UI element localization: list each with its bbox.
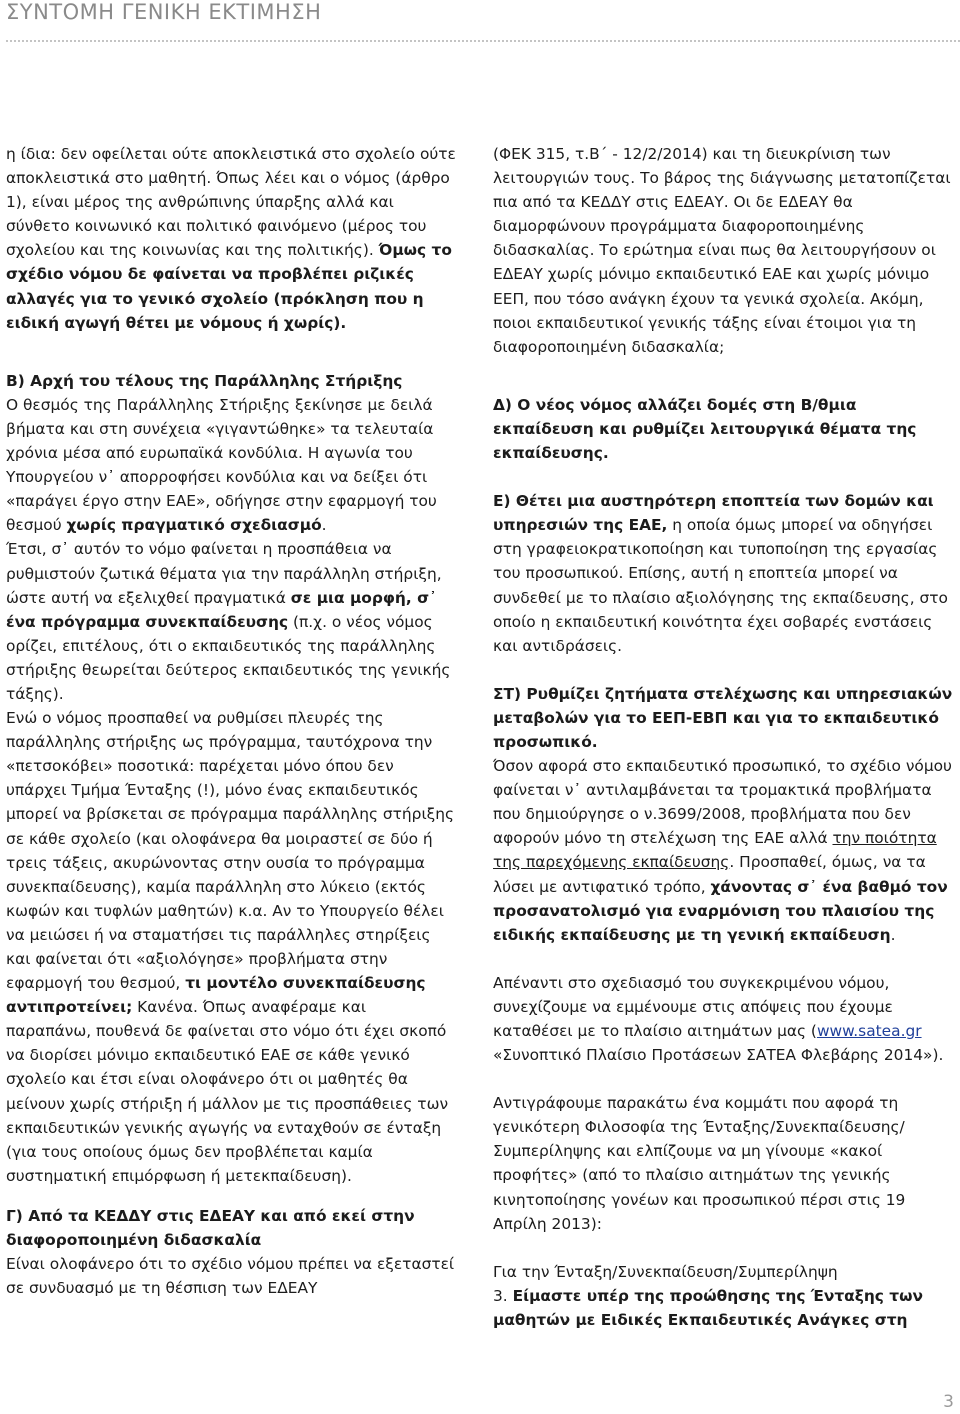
paragraph-text: η ίδια: δεν οφείλεται ούτε αποκλειστικά στο σχολείο ούτε αποκλειστικά στο μαθητή. Όπως λέει και ο νόμος (άρθρο 1), είναι μέρος της ανθρώπινης ύπαρξης αλλά και σύνθετο κοινωνικό και πολιτικό φαινόμενο (μέρος του σχολείου και της κοινωνίας και της πολιτικής).: [6, 145, 456, 260]
heading-text: Β) Αρχή του τέλους της Παράλληλης Στήριξης: [6, 371, 403, 390]
paragraph: [493, 754, 960, 947]
paragraph: [493, 489, 960, 658]
satea-link[interactable]: www.satea.gr: [816, 1022, 922, 1040]
paragraph: [6, 537, 456, 706]
section-d-heading: [493, 393, 960, 465]
paragraph: Αντιγράφουμε παρακάτω ένα κομμάτι που αφορά τη γενικότερη Φιλοσοφία της Ένταξης/Συνεκπαίδευσης/ Συμπερίληψης και ελπίζουμε να μη γίνουμε «κακοί προφήτες» (από το πλαίσιο αιτημάτων της γενικής κινητοποίησης γονέων και προσωπικού πέρσι στις 19 Απρίλη 2013):: [493, 1094, 906, 1233]
heading-text: Γ) Από τα ΚΕΔΔΥ στις ΕΔΕΑΥ και από εκεί στην διαφοροποιημένη διδασκαλία: [6, 1206, 415, 1250]
paragraph-text: η οποία όμως μπορεί να οδηγήσει στη γραφειοκρατικοποίηση και τυποποίηση της εργασίας του προσωπικού. Επίσης, αυτή η εποπτεία μπορεί να συνδεθεί με το πλαίσιο αξιολόγησης της εκπαίδευσης, στο οποίο η εκπαιδευτική κοινότητα έχει σοβαρές ενστάσεις και αντιδράσεις.: [493, 516, 948, 655]
list-number: 3.: [493, 1286, 513, 1305]
left-column: [6, 142, 456, 1300]
paragraph-text: Ο θεσμός της Παράλληλης Στήριξης ξεκίνησε με δειλά βήματα και στη συνέχεια «γιγαντώθηκε» τα τελευταία χρόνια μέσα από ευρωπαϊκά κονδύλια. Η αγωνία του Υπουργείου ν᾽ απορροφήσει κονδύλια και να δείξει ότι «παράγει έργο στην ΕΑΕ», οδήγησε στην εφαρμογή του θεσμού: [6, 395, 437, 535]
paragraph: (ΦΕΚ 315, τ.Β΄ - 12/2/2014) και τη διευκρίνιση των λειτουργιών τους. Το βάρος της διάγνωσης μετατοπίζεται πια από τα ΚΕΔΔΥ στις ΕΔΕΑΥ. Οι δε ΕΔΕΑΥ θα διαμορφώνουν προγράμματα διαφοροποιημένης διδασκαλίας. Το ερώτημα είναι πως θα λειτουργήσουν οι ΕΔΕΑΥ χωρίς μόνιμο εκπαιδευτικό ΕΑΕ και χωρίς μόνιμο ΕΕΠ, που τόσο ανάγκη έχουν τα γενικά σχολεία. Ακόμη, ποιοι εκπαιδευτικοί γενικής τάξης είναι έτοιμοι για τη διαφοροποιημένη διδασκαλία;: [493, 145, 951, 356]
paragraph: [493, 1284, 960, 1332]
section-c-heading: [6, 1204, 456, 1252]
page-header-title: ΣΥΝΤΟΜΗ ΓΕΝΙΚΗ ΕΚΤΙΜΗΣΗ: [6, 0, 322, 24]
paragraph-bold-text: Όμως το σχέδιο νόμου δε φαίνεται να προβλέπει ριζικές αλλαγές για το γενικό σχολείο (πρόκληση που η ειδική αγωγή θέτει με νόμους ή χωρίς).: [6, 241, 452, 332]
paragraph-bold-text: χωρίς πραγματικό σχεδιασμό: [66, 516, 322, 535]
paragraph-text: Κανένα. Όπως αναφέραμε και παραπάνω, πουθενά δε φαίνεται στο νόμο ότι έχει σκοπό να διορίσει μόνιμο εκπαιδευτικό ΕΑΕ σε κάθε γενικό σχολείο και έτσι είναι ολοφάνερο ότι οι μαθητές θα μείνουν χωρίς στήριξη ή μάλλον με τις προσπάθειες των εκπαιδευτικών γενικής αγωγής να ενταχθούν σε ένταξη (για τους οποίους όμως δεν προβλέπεται καμία συστηματική επιμόρφωση ή μετεκπαίδευση).: [6, 998, 449, 1185]
paragraph: Για την Ένταξη/Συνεκπαίδευση/Συμπερίληψη: [493, 1262, 838, 1281]
paragraph-text: .: [890, 925, 896, 944]
paragraph: [493, 971, 960, 1067]
paragraph-text: .: [321, 516, 327, 535]
heading-text: Δ) Ο νέος νόμος αλλάζει δομές στη Β/θμια εκπαίδευση και ρυθμίζει λειτουργικά θέματα της εκπαίδευσης.: [493, 395, 917, 463]
paragraph: [6, 142, 456, 335]
heading-text: ΣΤ) Ρυθμίζει ζητήματα στελέχωσης και υπηρεσιακών μεταβολών για το ΕΕΠ-ΕΒΠ και για το εκπαιδευτικό προσωπικό.: [493, 684, 953, 751]
paragraph-bold-text: χάνοντας σ᾽ ένα βαθμό τον προσανατολισμό για εναρμόνιση του πλαισίου της ειδικής εκπαίδευσης με τη γενική εκπαίδευση: [493, 877, 948, 944]
paragraph: [6, 393, 456, 538]
paragraph-bold-text: Είμαστε υπέρ της προώθησης της Ένταξης των μαθητών με Ειδικές Εκπαιδευτικές Ανάγκες στη: [493, 1286, 923, 1329]
section-f-heading: [493, 682, 960, 754]
underlined-text: την ποιότητα της παρεχόμενης εκπαίδευσης: [493, 829, 937, 872]
right-column: [493, 142, 960, 1332]
paragraph-text: Απέναντι στο σχεδιασμό του συγκεκριμένου νόμου, συνεχίζουμε να εμμένουμε στις απόψεις που έχουμε καταθέσει με το πλαίσιο αιτημάτων μας (: [493, 973, 893, 1040]
paragraph: Είναι ολοφάνερο ότι το σχέδιο νόμου πρέπει να εξεταστεί σε συνδυασμό με τη θέσπιση των ΕΔΕΑΥ: [6, 1255, 455, 1298]
paragraph-bold-text: τι μοντέλο συνεκπαίδευσης αντιπροτείνει;: [6, 974, 426, 1017]
header-divider: [6, 40, 960, 42]
paragraph-text: Έτσι, σ᾽ αυτόν το νόμο φαίνεται η προσπάθεια να ρυθμιστούν ζωτικά θέματα για την παράλληλη στήριξη, ώστε αυτή να εξελιχθεί πραγματικά: [6, 540, 442, 607]
paragraph-text: Ενώ ο νόμος προσπαθεί να ρυθμίσει πλευρές της παράλληλης στήριξης ως πρόγραμμα, ταυτόχρονα την «πετσοκόβει» ποσοτικά: παρέχεται μόνο όπου δεν υπάρχει Τμήμα Ένταξης (!), μόνο ένας εκπαιδευτικός μπορεί να βρίσκεται σε πρόγραμμα παράλληλης στήριξης σε κάθε σχολείο (και ολοφάνερα θα μοιραστεί σε δύο ή τρεις τάξεις, ακυρώνοντας στην ουσία το πρόγραμμα συνεκπαίδευσης), καμία παράλληλη στο λύκειο (εκτός κωφών και τυφλών μαθητών) κ.α. Αν το Υπουργείο θέλει να μειώσει ή να σταματήσει τις παράλληλες στηρίξεις και φαίνεται ότι «αξιολόγησε» προβλήματα στην εφαρμογή του θεσμού,: [6, 709, 455, 993]
section-b-heading: [6, 369, 456, 393]
section-e-heading: Ε) Θέτει μια αυστηρότερη εποπτεία των δομών και υπηρεσιών της ΕΑΕ,: [493, 492, 934, 535]
paragraph-text: . Προσπαθεί, όμως, να τα λύσει με αντιφατικό τρόπο,: [493, 853, 926, 896]
paragraph-bold-text: σε μια μορφή, σ᾽ ένα πρόγραμμα συνεκπαίδευσης: [6, 588, 437, 631]
paragraph: [6, 706, 456, 1188]
paragraph-text: Όσον αφορά στο εκπαιδευτικό προσωπικό, το σχέδιο νόμου φαίνεται ν᾽ αντιλαμβάνεται τα τρομακτικά προβλήματα που δημιούργησε ο ν.3699/2008, προβλήματα που δεν αφορούν μόνο τη στελέχωση της ΕΑΕ αλλά: [493, 757, 952, 848]
paragraph-text: «Συνοπτικό Πλαίσιο Προτάσεων ΣΑΤΕΑ Φλεβάρης 2014»).: [493, 1046, 944, 1065]
paragraph-text: (π.χ. ο νέος νόμος ορίζει, επιτέλους, ότι ο εκπαιδευτικός της παράλληλης στήριξης θεωρείται δεύτερος εκπαιδευτικός της γενικής τάξης).: [6, 612, 451, 703]
page-number: 3: [943, 1392, 954, 1412]
